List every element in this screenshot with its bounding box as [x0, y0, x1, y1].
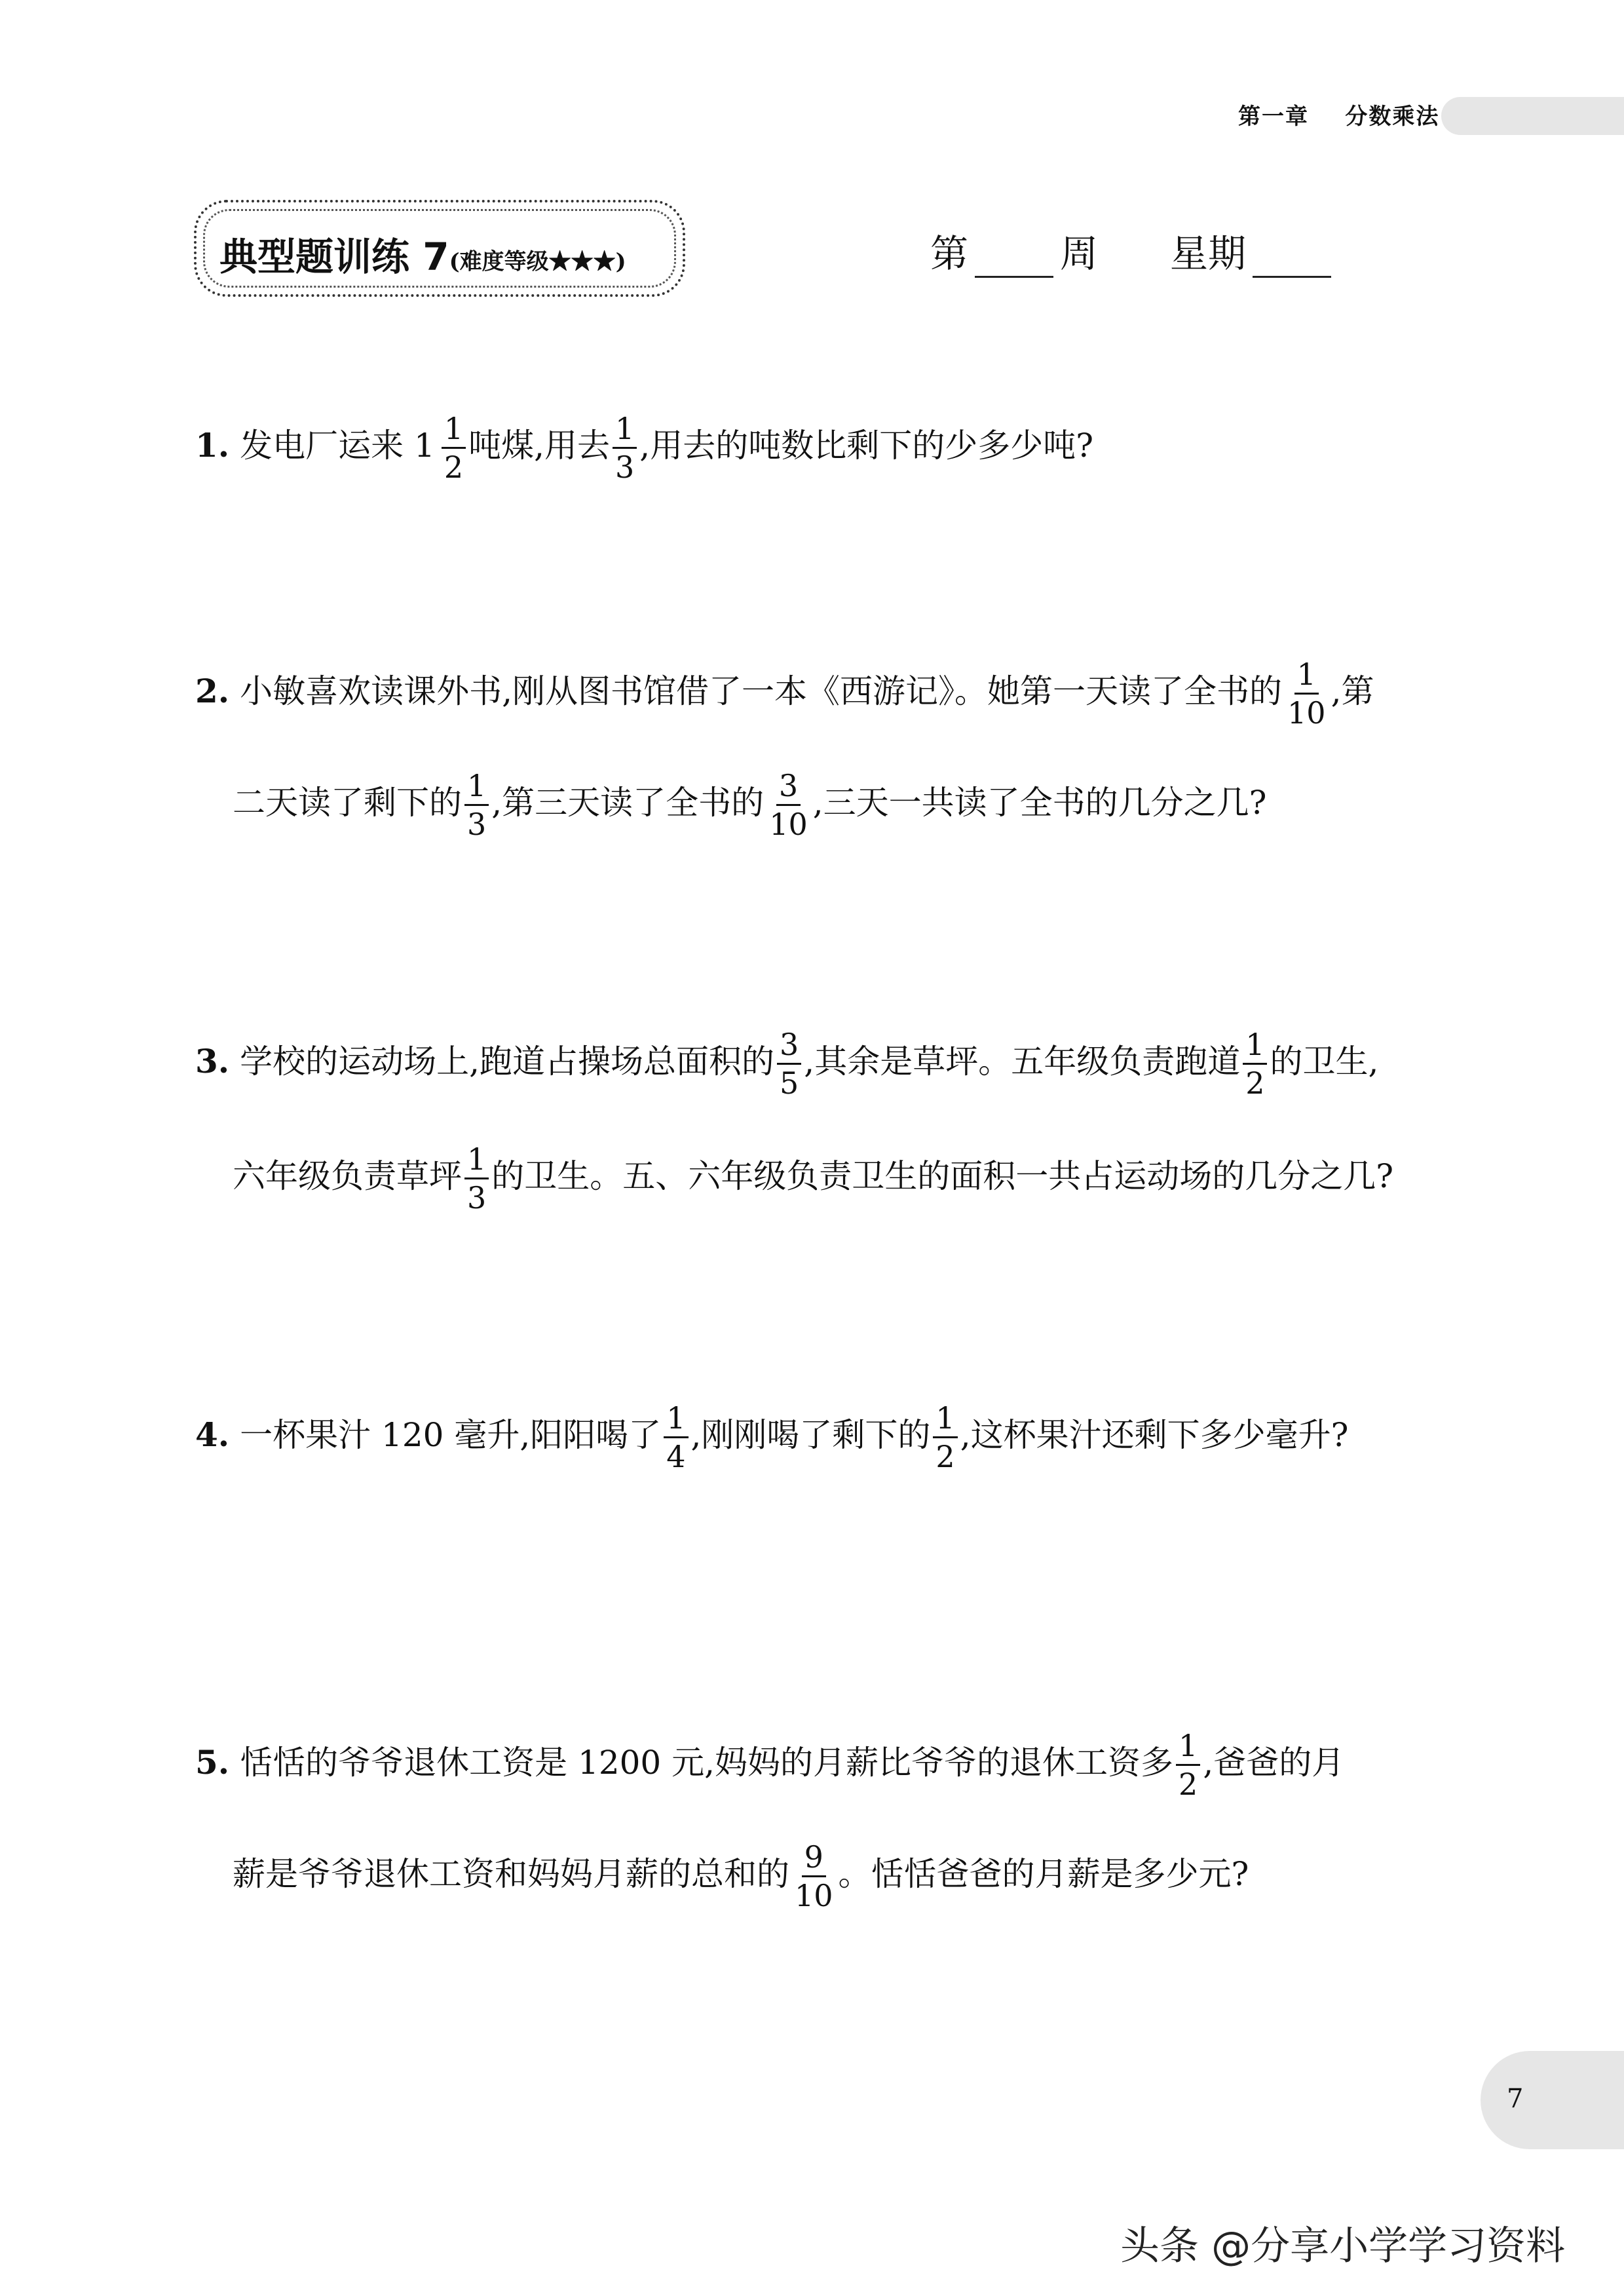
weekday-blank[interactable]	[1253, 237, 1331, 278]
question-text: ,第	[1331, 672, 1374, 710]
chapter-header: 第一章 分数乘法	[1238, 104, 1440, 130]
question-text: 的卫生,	[1270, 1042, 1379, 1081]
week-suffix: 周	[1060, 231, 1099, 276]
header-decoration	[1441, 97, 1624, 135]
fraction: $\frac{1}{4}$	[664, 1402, 688, 1473]
question-2-line-2	[233, 770, 1266, 841]
question-3-line-2	[233, 1143, 1393, 1214]
question-number: 5.	[195, 1742, 230, 1782]
fraction: $\frac{3}{10}$	[769, 768, 808, 843]
question-text: 二天读了剩下的	[233, 783, 462, 822]
fraction: $\frac{1}{2}$	[1176, 1730, 1200, 1801]
question-text: ,刚刚喝了剩下的	[690, 1415, 931, 1454]
fraction: $\frac{1}{2}$	[933, 1402, 957, 1473]
question-text: 的卫生。五、六年级负责卫生的面积一共占运动场的几分之几?	[491, 1157, 1394, 1195]
question-text: 吨煤,用去	[468, 426, 611, 465]
weekday-label: 星期	[1170, 231, 1247, 276]
week-prefix: 第	[930, 231, 969, 276]
watermark: 头条 @分享小学学习资料	[1120, 2223, 1566, 2269]
title-text: 典型题训练 7	[219, 235, 449, 279]
question-number: 4.	[195, 1415, 230, 1454]
question-text: 恬恬的爷爷退休工资是 1200 元,妈妈的月薪比爷爷的退休工资多	[240, 1743, 1174, 1782]
exercise-title	[219, 226, 626, 281]
page-number-tab	[1481, 2051, 1624, 2149]
question-text: ,这杯果汁还剩下多少毫升?	[960, 1415, 1349, 1454]
fraction: $\frac{3}{5}$	[777, 1029, 801, 1100]
question-5-line-1	[195, 1730, 1344, 1801]
page-number: 7	[1507, 2084, 1524, 2114]
fraction: $\frac{1}{10}$	[1287, 657, 1326, 731]
fraction: $\frac{1}{3}$	[464, 770, 489, 841]
fraction: $\frac{9}{10}$	[795, 1839, 833, 1914]
question-text: 六年级负责草坪	[233, 1157, 462, 1195]
fraction: $\frac{1}{2}$	[1243, 1029, 1267, 1100]
question-text: ,第三天读了全书的	[491, 783, 765, 822]
question-text: 一杯果汁 120 毫升,阳阳喝了	[240, 1415, 662, 1454]
question-text: ,爸爸的月	[1203, 1743, 1345, 1782]
question-4	[195, 1402, 1348, 1473]
question-text: 薪是爷爷退休工资和妈妈月薪的总和的	[233, 1854, 789, 1893]
schedule-line	[930, 223, 1331, 278]
question-text: 小敏喜欢读课外书,刚从图书馆借了一本《西游记》。她第一天读了全书的	[240, 672, 1283, 710]
fraction: $\frac{1}{3}$	[464, 1143, 489, 1214]
fraction: $\frac{1}{2}$	[442, 413, 466, 484]
question-3-line-1	[195, 1029, 1378, 1100]
fraction: $\frac{1}{3}$	[613, 413, 637, 484]
question-text: ,用去的吨数比剩下的少多少吨?	[639, 426, 1093, 465]
difficulty-level: (难度等级★★★)	[449, 248, 626, 275]
question-number: 1.	[195, 425, 230, 465]
question-number: 3.	[195, 1041, 230, 1081]
question-number: 2.	[195, 671, 230, 710]
question-5-line-2	[233, 1841, 1249, 1912]
mixed-whole: 1	[414, 426, 435, 465]
question-text: 。恬恬爸爸的月薪是多少元?	[838, 1854, 1249, 1893]
question-text: ,三天一共读了全书的几分之几?	[812, 783, 1267, 822]
question-1	[195, 413, 1093, 484]
week-blank[interactable]	[975, 237, 1053, 278]
question-text: ,其余是草坪。五年级负责跑道	[804, 1042, 1241, 1081]
question-text: 发电厂运来	[240, 426, 404, 465]
question-2-line-1	[195, 659, 1374, 729]
question-text: 学校的运动场上,跑道占操场总面积的	[240, 1042, 775, 1081]
